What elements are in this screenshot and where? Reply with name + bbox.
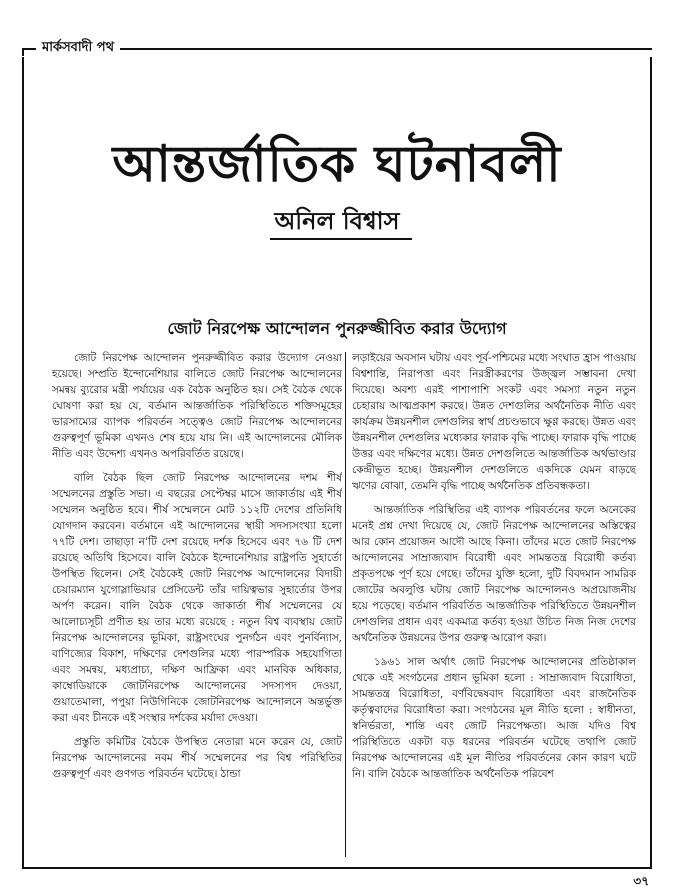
right-column [352,350,636,860]
article-title: আন্তর্জাতিক ঘটনাবলী [112,134,562,193]
header-left-tick [22,48,24,56]
author-underline [270,238,412,240]
paragraph: ১৯৬১ সাল অর্থাৎ জোট নিরপেক্ষ আন্দোলনের প্রতিষ্ঠাকাল থেকে এই সংগঠনের প্রধান ভূমিকা হলো : সাম্রাজ্যবাদ বিরোধিতা, সামন্ততন্ত্র বিরোধিতা, বর্ণবিদ্বেষবাদ বিরোধিতা এবং রাজনৈতিক কর্তৃত্ববাদের বিরোধিতা করা। সংগঠনের মূল নীতি হলো : স্বাধীনতা, স্বনির্ভরতা, শান্তি এবং জোট নিরপেক্ষতা। আজ যদিও বিশ্ব পরিস্থিতিতে একটা বড় ধরনের পরিবর্তন ঘটেছে তথাপি জোট নিরপেক্ষ আন্দোলনের এই মূল নীতির পরিবর্তনের কোন কারণ ঘটে নি। বালি বৈঠকে আন্তর্জাতিক অর্থনৈতিক পরিবেশ [352,656,636,780]
column-divider [345,352,346,857]
left-column [52,350,342,860]
journal-name: মার্কসবাদী পথ [36,38,120,58]
paragraph: জোট নিরপেক্ষ আন্দোলন পুনরুজ্জীবিত করার উদ্যোগ নেওয়া হয়েছে। সম্প্রতি ইন্দোনেশিয়ার বালিতে জোট নিরপেক্ষ আন্দোলনের সমন্বয় ব্যুরোর মন্ত্রী পর্যায়ের এক বৈঠক অনুষ্ঠিত হয়। সেই বৈঠক থেকে ঘোষণা করা হয় যে, বর্তমান আন্তর্জাতিক পরিস্থিতিতে শক্তিসমূহের ভারসাম্যের ব্যাপক পরিবর্তন সত্ত্বেও জোট নিরপেক্ষ আন্দোলনের গুরুত্বপূর্ণ ভূমিকা এখনও শেষ হয়ে যায় নি। এই আন্দোলনের মৌলিক নীতি এবং উদ্দেশ্য এখনও অপরিবর্তিত রয়েছে। [52,352,342,460]
paragraph: আন্তর্জাতিক পরিস্থিতির এই ব্যাপক পরিবর্তনের ফলে অনেকের মনেই প্রশ্ন দেখা দিয়েছে যে, জোট নিরপেক্ষ আন্দোলনের অস্তিত্বের আর কোন প্রয়োজন আদৌ আছে কিনা। তাঁদের মতে জোট নিরপেক্ষ আন্দোলনের সাম্রাজ্যবাদ বিরোধী এবং সামন্ততন্ত্র বিরোধী কর্তব্য প্রকৃতপক্ষে পূর্ণ হয়ে গেছে। তাঁদের যুক্তি হলো, দুটি বিবদমান সামরিক জোটের অবলুপ্তি ঘটায় জোট নিরপেক্ষ আন্দোলনও অপ্রয়োজনীয় হয়ে পড়েছে। বর্তমান পরিবর্তিত আন্তর্জাতিক পরিস্থিতিতে উন্নয়নশীল দেশগুলির প্রধান এবং একমাত্র কর্তব্য হওয়া উচিত নিজ নিজ দেশের অর্থনৈতিক উন্নয়নের উপর গুরুত্ব আরোপ করা। [352,504,636,644]
paragraph: প্রস্তুতি কমিটির বৈঠকে উপস্থিত নেতারা মনে করেন যে, জোট নিরপেক্ষ আন্দোলনের নবম শীর্ষ সম্মেলনের পর বিশ্ব পরিস্থিতির গুরুত্বপূর্ণ এবং গুণগত পরিবর্তন ঘটেছে। ঠান্ডা [52,736,342,780]
page-number: ৩৭ [633,874,649,888]
article-author: অনিল বিশ্বাস [274,206,400,235]
running-header [22,38,652,58]
paragraph: বালি বৈঠক ছিল জোট নিরপেক্ষ আন্দোলনের দশম শীর্ষ সম্মেলনের প্রস্তুতি সভা। এ বছরের সেপ্টেম্বর মাসে জাকার্তায় এই শীর্ষ সম্মেলন অনুষ্ঠিত হবে। শীর্ষ সম্মেলনে মোট ১১২টি দেশের প্রতিনিধি যোগদান করবেন। বর্তমানে এই আন্দোলনের স্থায়ী সদস্যসংখ্যা হলো ৭৭টি দেশ। তাছাড়া ন’টি দেশ রয়েছে দর্শক হিসেবে এবং ৭৬ টি দেশ রয়েছে অতিথি হিসেবে। বালি বৈঠকে ইন্দোনেশিয়ার রাষ্ট্রপতি সুহার্তো উপস্থিত ছিলেন। সেই বৈঠকেই জোট নিরপেক্ষ আন্দোলনের বিদায়ী চেয়ারম্যান যুগোস্লাভিয়ার প্রেসিডেন্ট তাঁর দায়িত্বভার সুহার্তোর উপর অর্পণ করেন। বালি বৈঠক থেকে জাকার্তা শীর্ষ সম্মেলনের যে আলোচ্যসূচী প্রণীত হয় তার মধ্যে রয়েছে : নতুন বিশ্ব ব্যবস্থায় জোট নিরপেক্ষ আন্দোলনের ভূমিকা, রাষ্ট্রসংঘের পুনর্গঠন এবং পুনর্বিন্যাস, বাণিজ্যের বিকাশ, দক্ষিণের দেশগুলির মধ্যে পারস্পরিক সহযোগিতা এবং সমন্বয়, মধ্যপ্রাচ্য, দক্ষিণ আফ্রিকা এবং মানবিক অধিকার, কাম্বোডিয়াকে জোটনিরপেক্ষ আন্দোলনের সদস্যপদ দেওয়া, গুয়াতেমালা, পপুয়া নিউগিনিকে জোটনিরপেক্ষ আন্দোলনে অন্তর্ভুক্ত করা এবং চীনকে এই সংস্থার দর্শকের মর্যাদা দেওয়া। [52,472,342,724]
section-heading: জোট নিরপেক্ষ আন্দোলন পুনরুজ্জীবিত করার উদ্যোগ [167,319,507,338]
paragraph: লড়াইয়ের অবসান ঘটায় এবং পূর্ব-পশ্চিমের মধ্যে সংঘাত হ্রাস পাওয়ায় বিশ্বশান্তি, নিরাপত্তা এবং নিরস্ত্রীকরণের উজ্জ্বল সম্ভাবনা দেখা দিয়েছে। অবশ্য এরই পাশাপাশি সংকট এবং সমস্যা নতুন নতুন চেহারায় আত্মপ্রকাশ করছে। উন্নত দেশগুলির অর্থনৈতিক নীতি এবং কার্যক্রম উন্নয়নশীল দেশগুলির স্বার্থ প্রচণ্ডভাবে ক্ষুণ্ণ করছে। উন্নত এবং উন্নয়নশীল দেশগুলির মধ্যেকার ফারাক বৃদ্ধি পাচ্ছে। ফারাক বৃদ্ধি পাচ্ছে উত্তর এবং দক্ষিণের মধ্যে। উন্নত দেশগুলিতে আন্তর্জাতিক অর্থভাণ্ডার কেন্দ্রীভূত হচ্ছে। উন্নয়নশীল দেশগুলিতে একদিকে যেমন বাড়ছে ঋণের বোঝা, তেমনি বৃদ্ধি পাচ্ছে অর্থনৈতিক প্রতিবন্ধকতা। [352,352,636,492]
